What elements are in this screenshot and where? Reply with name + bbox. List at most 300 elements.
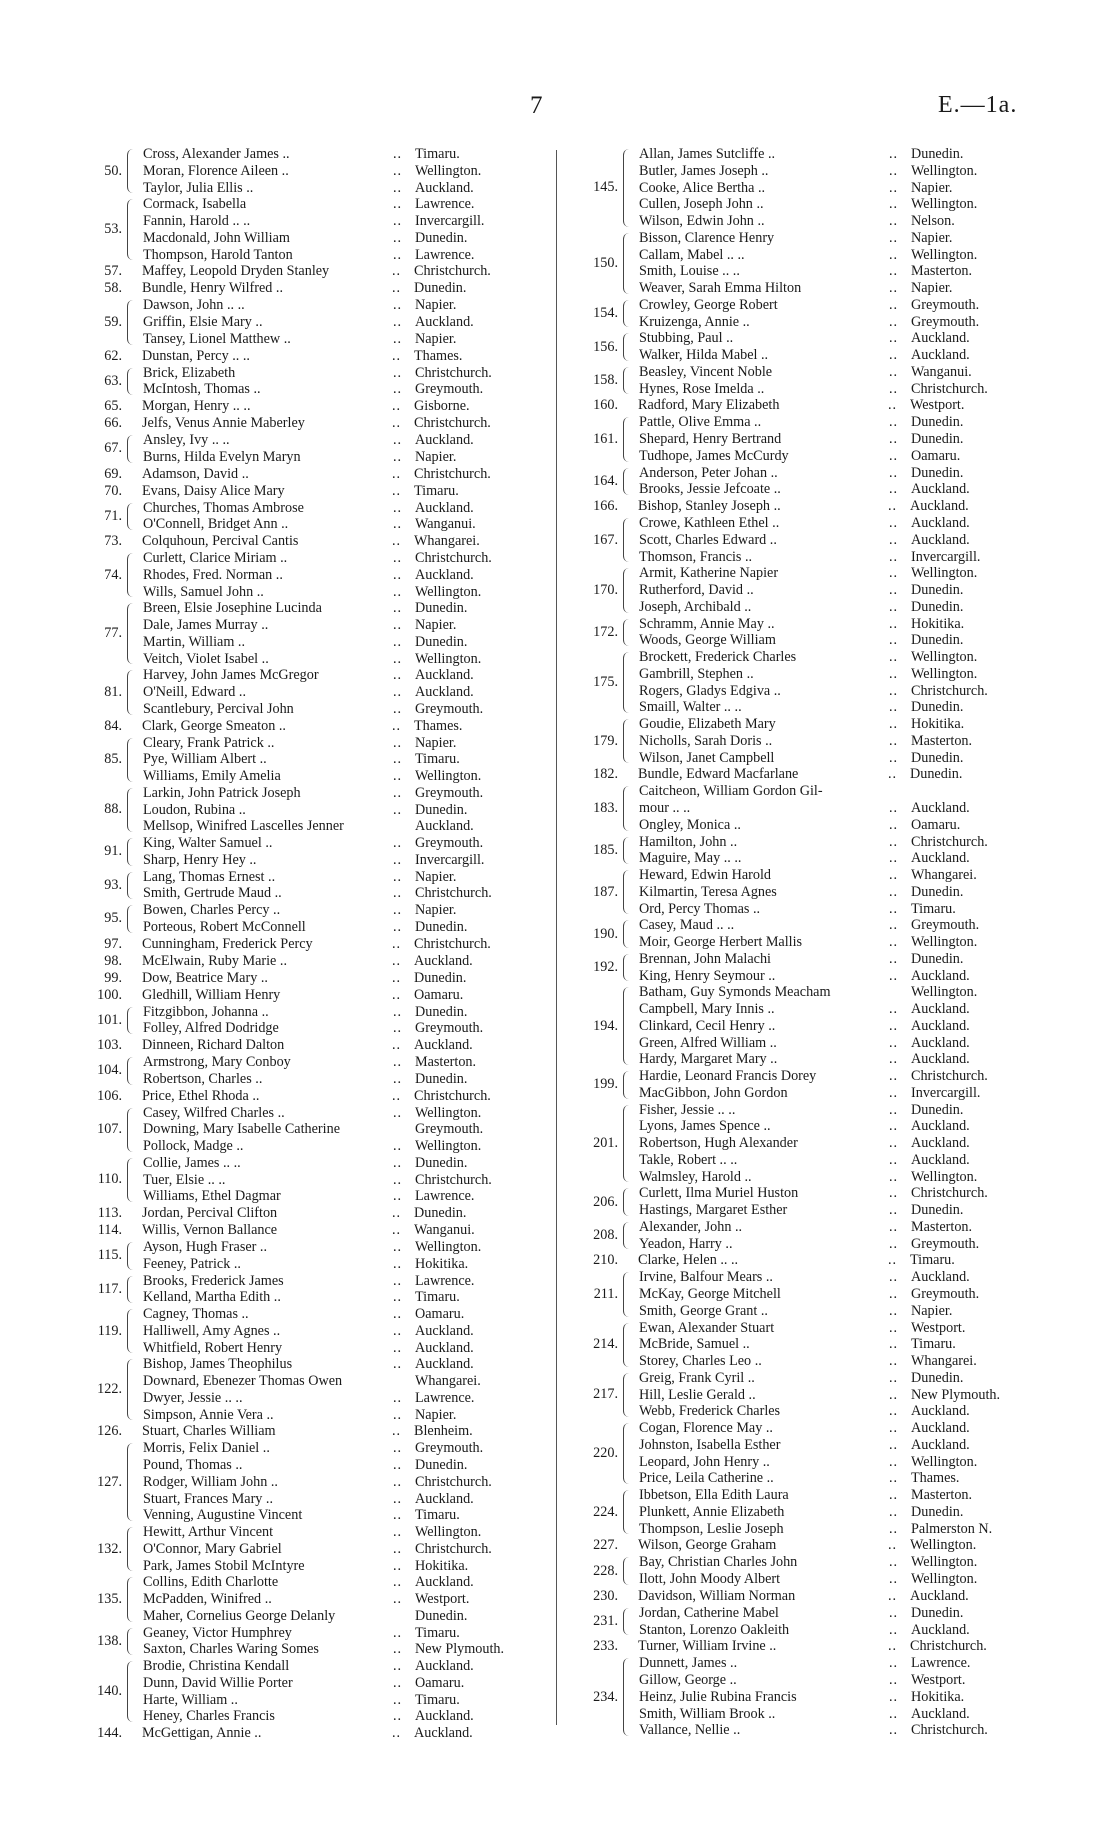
person-name: Casey, Maud .. .. (639, 917, 735, 934)
entry-group (576, 1185, 1026, 1219)
leader-dots: .. (889, 1185, 899, 1202)
group-number: 210. (593, 1252, 618, 1269)
list-item (638, 766, 1026, 783)
group-brace (623, 1608, 636, 1636)
place-name: Dunedin. (414, 1205, 467, 1222)
group-number: 84. (104, 717, 122, 734)
person-name: Armstrong, Mary Conboy (143, 1054, 291, 1070)
list-item (639, 1118, 1026, 1135)
person-name: Ilott, John Moody Albert (639, 1571, 781, 1587)
entry-group (80, 735, 550, 785)
leader-dots: .. (393, 801, 403, 818)
entry-group (576, 649, 1026, 716)
list-item (639, 347, 1026, 364)
entry-group (576, 565, 1026, 615)
place-name: Masterton. (911, 732, 973, 749)
place-name: Dunedin. (414, 969, 467, 986)
list-item (639, 381, 1026, 398)
person-name: Kruizenga, Annie .. (639, 313, 750, 330)
group-number: 67. (104, 440, 122, 457)
place-name: Napier. (415, 330, 457, 347)
list-item (142, 415, 550, 432)
leader-dots: .. (889, 347, 899, 363)
document-code: E.—1a. (938, 92, 1018, 118)
person-name: Saxton, Charles Waring Somes (143, 1641, 319, 1658)
list-item (143, 1440, 550, 1457)
list-item (639, 1152, 1026, 1169)
list-item (142, 987, 550, 1004)
leader-dots (393, 818, 415, 835)
list-item (639, 817, 1026, 834)
list-item (639, 1437, 1026, 1454)
person-name: McBride, Samuel .. (639, 1336, 750, 1353)
group-brace (127, 199, 140, 260)
list-item (143, 180, 550, 197)
leader-dots: .. (889, 967, 899, 984)
leader-dots: .. (889, 934, 899, 950)
entry-group (576, 1102, 1026, 1186)
leader-dots: .. (889, 950, 899, 967)
group-number: 103. (97, 1037, 122, 1053)
group-number: 114. (97, 1222, 122, 1238)
person-name: Ayson, Hugh Fraser .. (143, 1239, 268, 1255)
place-name: Christchurch. (911, 380, 988, 397)
entry-group (80, 1088, 550, 1105)
place-name: Auckland. (415, 667, 474, 684)
place-name: Timaru. (415, 1507, 460, 1524)
group-number: 211. (593, 1285, 618, 1302)
leader-dots: .. (889, 1034, 899, 1051)
person-name: Clark, George Smeaton .. (142, 717, 286, 734)
place-name: Invercargill. (911, 1084, 981, 1101)
leader-dots: .. (889, 1319, 899, 1336)
place-name: Wellington. (911, 1554, 978, 1571)
entry-group (576, 230, 1026, 297)
leader-dots: .. (888, 498, 898, 515)
entry-list (639, 1370, 1026, 1420)
person-name: Bundle, Henry Wilfred .. (142, 280, 284, 297)
leader-dots: .. (889, 515, 899, 531)
entry-group (80, 348, 550, 365)
leader-dots: .. (393, 1171, 403, 1188)
group-number: 85. (104, 751, 122, 768)
entry-group (80, 987, 550, 1004)
entry-list (143, 667, 550, 717)
place-name: Dunedin. (911, 749, 964, 766)
page-number: 7 (530, 92, 543, 119)
place-name: Dunedin. (415, 229, 468, 246)
leader-dots: .. (393, 1272, 403, 1289)
person-name: Fisher, Jessie .. .. (639, 1101, 736, 1118)
entry-list (639, 414, 1026, 464)
list-item (143, 684, 550, 701)
list-item (639, 532, 1026, 549)
person-name: Tudhope, James McCurdy (639, 447, 789, 464)
person-name: Folley, Alfred Dodridge (143, 1020, 279, 1037)
leader-dots: .. (889, 1503, 899, 1520)
leader-dots: .. (393, 1457, 403, 1473)
group-number: 192. (593, 959, 618, 975)
group-number: 135. (97, 1590, 122, 1607)
list-item (639, 1420, 1026, 1437)
person-name: Ongley, Monica .. (639, 816, 741, 833)
leader-dots: .. (392, 1205, 402, 1222)
place-name: Auckland. (911, 1436, 970, 1453)
list-item (143, 768, 550, 785)
place-name: Auckland. (414, 952, 473, 969)
list-item (143, 651, 550, 668)
list-item (143, 1457, 550, 1474)
entry-list (142, 987, 550, 1004)
person-name: Brodie, Christina Kendall (143, 1658, 290, 1674)
leader-dots: .. (393, 1239, 403, 1255)
group-brace (623, 1490, 636, 1534)
list-item (143, 146, 550, 163)
entry-list (142, 280, 550, 297)
leader-dots: .. (888, 766, 898, 783)
list-item (639, 1185, 1026, 1202)
group-number: 144. (97, 1725, 122, 1741)
person-name: Pattle, Olive Emma .. (639, 414, 762, 431)
group-brace (127, 266, 139, 277)
person-name: Thompson, Leslie Joseph (639, 1520, 784, 1537)
list-item (143, 365, 550, 382)
entry-group (576, 498, 1026, 515)
list-item (639, 263, 1026, 280)
entry-group (80, 902, 550, 936)
list-item (143, 516, 550, 533)
leader-dots: .. (393, 667, 403, 684)
person-name: Woods, George William (639, 632, 776, 649)
entry-group (576, 951, 1026, 985)
group-number: 179. (593, 732, 618, 749)
place-name: Wellington. (911, 196, 978, 213)
list-item (638, 1588, 1026, 1605)
place-name: Christchurch. (910, 1638, 987, 1655)
entry-group (576, 1269, 1026, 1319)
leader-dots: .. (393, 1389, 403, 1406)
entry-group (80, 869, 550, 903)
entry-group (576, 1605, 1026, 1639)
list-item (143, 1625, 550, 1642)
list-item (142, 953, 550, 970)
list-item (143, 667, 550, 684)
person-name: Radford, Mary Elizabeth (638, 397, 780, 414)
group-number: 150. (593, 254, 618, 271)
leader-dots: .. (889, 1672, 899, 1688)
entry-group (80, 466, 550, 483)
person-name: Halliwell, Amy Agnes .. (143, 1322, 281, 1339)
place-name: Auckland. (415, 432, 474, 448)
group-number: 63. (104, 372, 122, 389)
group-number: 199. (593, 1076, 618, 1093)
list-item (639, 1303, 1026, 1320)
person-name: Tuer, Elsie .. .. (143, 1171, 226, 1188)
leader-dots (889, 984, 911, 1001)
group-brace (623, 837, 636, 865)
group-brace (623, 769, 635, 780)
person-name: Callam, Mabel .. .. (639, 246, 745, 263)
list-item (639, 1202, 1026, 1219)
entry-group (80, 1725, 550, 1742)
leader-dots: .. (393, 448, 403, 465)
leader-dots: .. (392, 717, 402, 734)
entry-group (80, 297, 550, 347)
group-brace (127, 283, 139, 294)
entry-list (143, 1054, 550, 1088)
group-number: 194. (593, 1017, 618, 1034)
person-name: Clarke, Helen .. .. (638, 1252, 739, 1269)
place-name: Hokitika. (911, 615, 965, 632)
list-item (142, 483, 550, 500)
person-name: O'Connell, Bridget Ann .. (143, 516, 289, 533)
person-name: Brooks, Frederick James (143, 1272, 284, 1289)
place-name: Greymouth. (415, 835, 484, 851)
list-item (143, 1524, 550, 1541)
person-name: Shepard, Henry Bertrand (639, 431, 782, 447)
group-brace (623, 786, 636, 830)
leader-dots: .. (392, 1423, 402, 1440)
leader-dots: .. (393, 1658, 403, 1674)
entry-group (80, 146, 550, 196)
place-name: Dunedin. (415, 600, 468, 617)
person-name: Batham, Guy Symonds Meacham (639, 984, 831, 1001)
group-number: 93. (104, 876, 122, 893)
leader-dots: .. (889, 582, 899, 598)
leader-dots: .. (393, 1054, 403, 1070)
list-item (639, 951, 1026, 968)
group-number: 95. (104, 910, 122, 927)
list-item (639, 314, 1026, 331)
group-brace (623, 468, 636, 496)
place-name: Christchurch. (414, 1087, 491, 1104)
place-name: Dunedin. (911, 598, 964, 615)
entry-list (142, 718, 550, 735)
entry-list (638, 498, 1026, 515)
entry-group (80, 1306, 550, 1356)
group-brace (623, 518, 636, 562)
leader-dots: .. (393, 1674, 403, 1691)
leader-dots: .. (393, 550, 403, 566)
entry-list (639, 783, 1026, 833)
place-name: Timaru. (911, 1336, 956, 1353)
list-item (143, 902, 550, 919)
list-item (638, 1638, 1026, 1655)
person-name: Sharp, Henry Hey .. (143, 851, 257, 868)
entry-group (80, 550, 550, 600)
leader-dots: .. (393, 617, 403, 633)
place-name: Timaru. (415, 1691, 460, 1708)
group-brace (623, 1255, 635, 1266)
place-name: Timaru. (415, 1624, 460, 1641)
group-brace (127, 1359, 140, 1420)
entry-group (576, 1320, 1026, 1370)
entry-group (576, 834, 1026, 868)
person-name: Gillow, George .. (639, 1672, 737, 1688)
entry-list (142, 1037, 550, 1054)
person-name: Martin, William .. (143, 633, 246, 650)
place-name: Masterton. (911, 1487, 973, 1503)
place-name: Auckland. (910, 498, 969, 515)
place-name: Timaru. (414, 482, 459, 499)
entry-group (80, 936, 550, 953)
person-name: Fitzgibbon, Johanna .. (143, 1003, 269, 1020)
leader-dots: .. (393, 1306, 403, 1322)
entry-group (80, 1004, 550, 1038)
person-name: Curlett, Clarice Miriam .. (143, 550, 288, 566)
place-name: Auckland. (911, 967, 970, 984)
place-name: Auckland. (911, 515, 970, 531)
entry-list (143, 297, 550, 347)
list-item (143, 1658, 550, 1675)
group-number: 58. (104, 280, 122, 297)
entry-group (576, 364, 1026, 398)
leader-dots: .. (392, 465, 402, 482)
leader-dots: .. (393, 684, 403, 700)
list-item (143, 751, 550, 768)
person-name: Ord, Percy Thomas .. (639, 900, 761, 917)
person-name: Bay, Christian Charles John (639, 1554, 798, 1571)
place-name: Auckland. (911, 330, 970, 347)
entry-list (142, 1088, 550, 1105)
group-brace (127, 1225, 139, 1236)
place-name: Christchurch. (911, 682, 988, 699)
leader-dots: .. (889, 531, 899, 548)
person-name: O'Neill, Edward .. (143, 684, 247, 700)
leader-dots: .. (889, 816, 899, 833)
person-name: Dow, Beatrice Mary .. (142, 969, 268, 986)
leader-dots: .. (393, 146, 403, 162)
place-name: Wellington. (415, 1104, 482, 1121)
person-name: Johnston, Isabella Esther (639, 1436, 781, 1453)
list-item (639, 750, 1026, 767)
group-number: 217. (593, 1386, 618, 1403)
person-name: Walmsley, Harold .. (639, 1168, 752, 1185)
place-name: Wellington. (911, 984, 978, 1001)
place-name: Lawrence. (415, 246, 475, 263)
person-name: Cunningham, Frederick Percy (142, 935, 313, 952)
group-brace (623, 1272, 636, 1316)
person-name: Maher, Cornelius George Delanly (143, 1607, 336, 1624)
person-name: Jelfs, Venus Annie Maberley (142, 415, 305, 432)
place-name: Nelson. (911, 213, 955, 229)
entry-list (143, 1239, 550, 1273)
list-item (142, 1423, 550, 1440)
group-brace (623, 568, 636, 612)
place-name: Thames. (911, 1470, 960, 1487)
place-name: Masterton. (415, 1054, 477, 1070)
group-brace (127, 1577, 140, 1621)
group-brace (127, 435, 140, 463)
group-brace (127, 368, 140, 396)
entry-list (143, 365, 550, 399)
list-item (639, 1370, 1026, 1387)
person-name: Mellsop, Winifred Lascelles Jenner (143, 818, 344, 835)
place-name: Dunedin. (415, 1003, 468, 1020)
entry-group (80, 1105, 550, 1155)
person-name: McGettigan, Annie .. (142, 1725, 262, 1742)
entry-list (639, 1068, 1026, 1102)
leader-dots: .. (393, 1070, 403, 1087)
person-name: Thompson, Harold Tanton (143, 246, 293, 263)
entry-list (639, 867, 1026, 917)
list-item (639, 565, 1026, 582)
person-name: Williams, Emily Amelia (143, 768, 281, 784)
entry-list (638, 1537, 1026, 1554)
group-number: 70. (104, 482, 122, 499)
entry-list (639, 1320, 1026, 1370)
place-name: Greymouth. (911, 1235, 980, 1252)
list-item (639, 330, 1026, 347)
leader-dots: .. (393, 1708, 403, 1725)
group-brace (127, 990, 139, 1001)
entry-list (639, 1605, 1026, 1639)
list-item (142, 1222, 550, 1239)
person-name: Brick, Elizabeth (143, 364, 236, 381)
list-item (639, 1353, 1026, 1370)
entry-list (143, 500, 550, 534)
entry-list (639, 1185, 1026, 1219)
leader-dots: .. (889, 699, 899, 716)
leader-dots: .. (393, 1339, 403, 1356)
leader-dots: .. (889, 548, 899, 565)
entry-list (143, 1105, 550, 1155)
leader-dots: .. (393, 1255, 403, 1272)
leader-dots: .. (889, 716, 899, 732)
list-item (639, 834, 1026, 851)
list-item (639, 1454, 1026, 1471)
entry-list (639, 230, 1026, 297)
list-item (639, 934, 1026, 951)
entry-list (638, 1638, 1026, 1655)
list-item (143, 1574, 550, 1591)
group-number: 100. (97, 986, 122, 1003)
place-name: Thames. (414, 347, 463, 364)
place-name: Dunedin. (911, 883, 964, 900)
place-name: Wellington. (910, 1537, 977, 1554)
list-item (143, 617, 550, 634)
group-number: 91. (104, 843, 122, 860)
place-name: Auckland. (911, 1705, 970, 1722)
place-name: Napier. (415, 617, 457, 633)
place-name: Christchurch. (415, 885, 492, 902)
leader-dots: .. (393, 1641, 403, 1658)
place-name: Dunedin. (911, 632, 964, 649)
person-name: Clinkard, Cecil Henry .. (639, 1017, 776, 1034)
list-item (639, 364, 1026, 381)
entry-list (639, 1269, 1026, 1319)
group-number: 88. (104, 801, 122, 818)
leader-dots: .. (889, 146, 899, 162)
person-name: Harvey, John James McGregor (143, 667, 319, 684)
leader-dots: .. (889, 1286, 899, 1302)
person-name: Casey, Wilfred Charles .. (143, 1104, 285, 1121)
leader-dots: .. (393, 229, 403, 246)
entry-group (80, 415, 550, 432)
leader-dots: .. (392, 482, 402, 499)
group-number: 230. (593, 1587, 618, 1604)
place-name: Wellington. (911, 1453, 978, 1470)
leader-dots: .. (889, 598, 899, 615)
person-name: Dunn, David Willie Porter (143, 1674, 293, 1691)
entry-group (576, 330, 1026, 364)
entry-list (142, 533, 550, 550)
place-name: Napier. (415, 448, 457, 465)
group-number: 138. (97, 1632, 122, 1649)
place-name: Auckland. (415, 684, 474, 700)
list-item (143, 1172, 550, 1189)
list-item (143, 331, 550, 348)
